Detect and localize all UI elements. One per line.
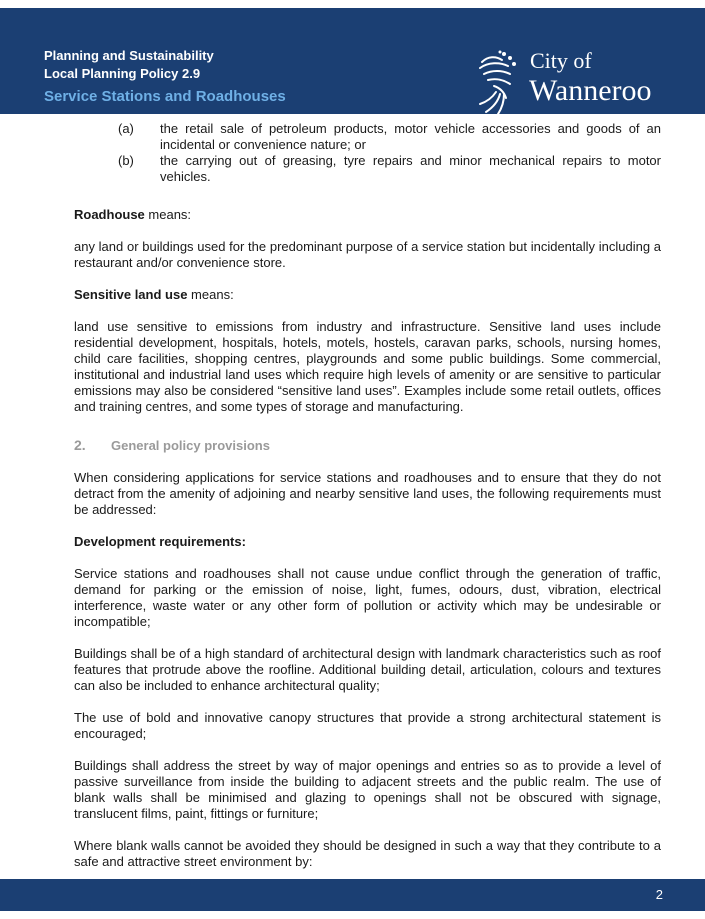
policy-title: Service Stations and Roadhouses [44, 88, 286, 105]
section-title: General policy provisions [111, 438, 270, 453]
city-logo [474, 48, 684, 114]
page-number: 2 [655, 887, 663, 902]
page-header [0, 8, 705, 114]
section-number: 2. [74, 437, 86, 453]
page-footer [0, 879, 705, 911]
requirement-paragraph: The use of bold and innovative canopy structures that provide a strong architectural statement is encouraged; [74, 710, 661, 741]
means-label: means: [144, 207, 192, 222]
list-item [32, 121, 661, 153]
list-marker: (a) [118, 121, 134, 136]
requirement-paragraph: Service stations and roadhouses shall not cause undue conflict through the generation of traffic, demand for parking or the emission of noise, light, fumes, odours, dust, vibration, electrical interference, waste water or any other form of pollution or activity which may be undesirable or incompatible; [74, 566, 661, 629]
logo-name-text: Wanneroo [529, 74, 652, 107]
term-sensitive-land-use: Sensitive land use [74, 287, 188, 302]
roadhouse-definition: any land or buildings used for the predominant purpose of a service station but incidentally including a restaurant and/or convenience store. [74, 239, 661, 270]
list-item [32, 153, 661, 185]
requirement-paragraph: Buildings shall be of a high standard of architectural design with landmark characteristics such as roof features that protrude above the roofline. Additional building detail, articulation, colours and textures can also be included to enhance architectural quality; [74, 646, 661, 693]
development-requirements-heading: Development requirements: [74, 534, 246, 549]
policy-number: Local Planning Policy 2.9 [44, 66, 201, 81]
sensitive-heading [74, 287, 661, 303]
term-roadhouse: Roadhouse [74, 207, 145, 222]
section-heading [74, 437, 661, 454]
sensitive-definition: land use sensitive to emissions from industry and infrastructure. Sensitive land uses include residential development, hospitals, hotels, motels, hostels, caravan parks, schools, nursing homes, child care facilities, shopping centres, playgrounds and some public buildings. Some commercial, institutional and industrial land uses which require high levels of amenity or are sensitive to particular emissions may also be considered “sensitive land uses”. Examples include some retail outlets, offices and training centres, and some types of storage and manufacturing. [74, 319, 661, 414]
roadhouse-heading [74, 207, 661, 223]
list-text: the retail sale of petroleum products, motor vehicle accessories and goods of an incidental or convenience nature; or [160, 121, 661, 152]
banksia-flower-icon [474, 48, 526, 114]
requirement-paragraph: Buildings shall address the street by way of major openings and entries so as to provide a level of passive surveillance from inside the building to adjacent streets and the public realm. The use of blank walls shall be minimised and glazing to openings shall not be obscured with signage, translucent films, paint, fittings or furniture; [74, 758, 661, 821]
list-text: the carrying out of greasing, tyre repairs and minor mechanical repairs to motor vehicles. [160, 153, 661, 184]
logo-city-text: City of [530, 48, 592, 73]
department-name: Planning and Sustainability [44, 48, 214, 63]
list-marker: (b) [118, 153, 134, 168]
requirement-paragraph: Where blank walls cannot be avoided they should be designed in such a way that they contribute to a safe and attractive street environment by: [74, 838, 661, 869]
means-label: means: [187, 287, 234, 302]
section-intro: When considering applications for service stations and roadhouses and to ensure that they do not detract from the amenity of adjoining and nearby sensitive land uses, the following requirements must be addressed: [74, 470, 661, 517]
document-body [74, 121, 661, 902]
